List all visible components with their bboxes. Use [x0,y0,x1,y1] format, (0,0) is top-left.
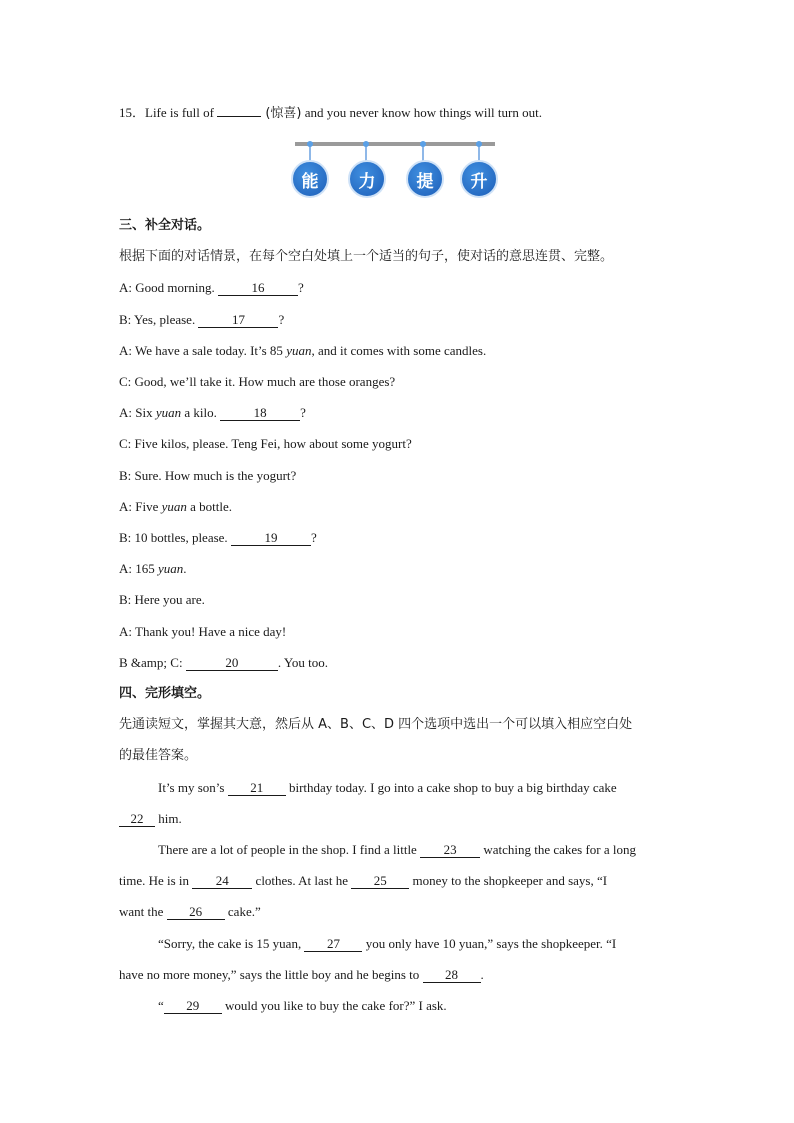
q15-text-after: and you never know how things will turn out. [301,105,542,120]
passage-line: “ 29 would you like to buy the cake for?” I ask. [158,998,447,1013]
dialogue-line: A: Six yuan a kilo. 18 ? [119,405,306,420]
dialogue-line: A: We have a sale today. It’s 85 yuan, and it comes with some candles. [119,343,487,358]
dialogue-line: B &amp; C: 20 . You too. [119,655,329,670]
blank-25: 25 [351,873,409,889]
dialogue-line: B: Sure. How much is the yogurt? [119,468,297,483]
blank-20: 20 [186,655,278,671]
banner-dot [420,141,426,147]
passage-line: time. He is in 24 clothes. At last he 25 money to the shopkeeper and says, “I [119,873,608,888]
question-15 [119,103,542,124]
blank-28: 28 [423,967,481,983]
q15-text-before: 15．Life is full of [119,105,218,120]
passage-line: 22 him. [119,809,182,829]
blank-22: 22 [119,811,155,827]
section3-instruction: 根据下面的对话情景，在每个空白处填上一个适当的句子，使对话的意思连贯、完整。 [119,249,614,264]
section4-title: 四、完形填空。 [119,686,211,701]
passage-line: “Sorry, the cake is 15 yuan, 27 you only have 10 yuan,” says the shopkeeper. “I [158,936,617,951]
banner-char-4: 升 [460,160,498,198]
dialogue-line: A: Five yuan a bottle. [119,499,233,514]
blank-16: 16 [218,280,298,296]
blank-21: 21 [228,780,286,796]
dialogue-line: C: Five kilos, please. Teng Fei, how about some yogurt? [119,436,412,451]
section3-title: 三、补全对话。 [119,218,211,233]
banner-char-3: 提 [406,160,444,198]
blank-26: 26 [167,904,225,920]
ability-banner [293,138,497,200]
banner-bar [295,142,495,146]
dialogue-line: C: Good, we’ll take it. How much are those oranges? [119,374,396,389]
section4-instruction: 先通读短文，掌握其大意，然后从 A、B、C、D 四个选项中选出一个可以填入相应空白处 [119,717,633,732]
passage-line: want the 26 cake.” [119,904,261,919]
q15-blank [217,116,261,117]
blank-18: 18 [220,405,300,421]
passage-line: It’s my son’s 21 birthday today. I go into a cake shop to buy a big birthday cake [158,780,617,795]
q15-hint: (惊喜) [261,106,302,121]
banner-dot [476,141,482,147]
blank-23: 23 [420,842,480,858]
blank-19: 19 [231,530,311,546]
dialogue-line: B: Yes, please. 17 ? [119,312,285,327]
dialogue-line: A: Thank you! Have a nice day! [119,624,287,639]
blank-29: 29 [164,998,222,1014]
blank-17: 17 [198,312,278,328]
banner-char-2: 力 [348,160,386,198]
blank-27: 27 [304,936,362,952]
passage-line: There are a lot of people in the shop. I find a little 23 watching the cakes for a long [158,842,637,857]
passage-line: have no more money,” says the little boy and he begins to 28 . [119,967,484,982]
banner-dot [363,141,369,147]
section4-instruction-cont: 的最佳答案。 [119,748,198,763]
dialogue-line: B: Here you are. [119,592,205,607]
banner-char-1: 能 [291,160,329,198]
dialogue-line: A: Good morning. 16 ? [119,280,304,295]
dialogue-line: A: 165 yuan. [119,561,187,576]
dialogue-line: B: 10 bottles, please. 19 ? [119,530,317,545]
banner-dot [307,141,313,147]
blank-24: 24 [192,873,252,889]
